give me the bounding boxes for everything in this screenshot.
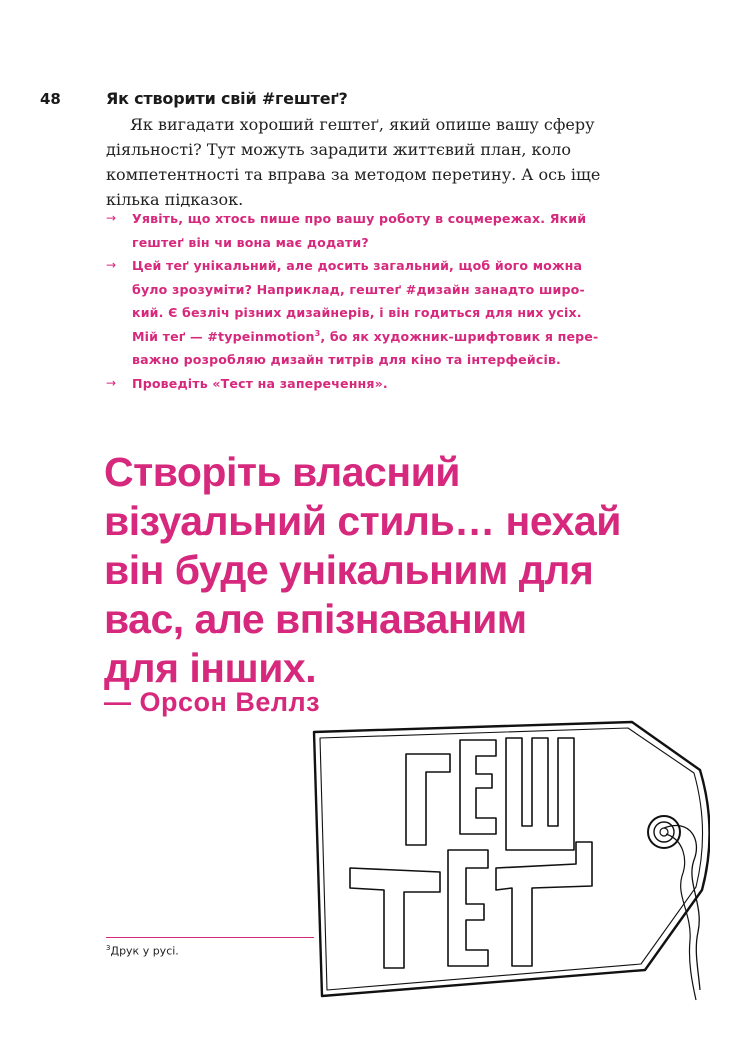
pull-quote [104,448,634,693]
page-number: 48 [40,90,61,108]
intro-paragraph [106,112,626,212]
tip-item [106,254,626,372]
tip-punctuation: , [320,328,326,344]
footnote-text: Друк у русі. [110,944,179,958]
tip-item [106,372,626,396]
tip-line: Мій теґ — #typeinmotion [132,328,315,344]
tip-item [106,207,626,254]
quote-line: для інших. [104,645,317,691]
quote-line: візуальний стиль… нехай [104,498,621,544]
footnote [106,944,179,958]
hashtag-luggage-tag-illustration [300,700,710,1045]
tip-line: Проведіть «Тест на заперечення». [132,375,388,391]
footnote-mark: 3 [106,944,111,952]
arrow-right-icon: → [106,258,117,272]
intro-text: Як вигадати хороший гештеґ, який опише вашу сферу діяльності? Тут можуть зарадити життєвий план, коло компетентності та вправа за методом перетину. А ось іще кілька підказок. [106,115,601,209]
footnote-reference: 3 [314,328,321,338]
tip-line: Уявіть, що хтось пише про вашу роботу в соцмережах. Який [132,211,587,226]
quote-line: Створіть власний [104,449,460,495]
quote-line: він буде унікальним для [104,547,594,593]
tips-list [106,207,626,395]
quote-author: — Орсон Веллз [104,687,321,717]
tip-line: Цей теґ унікальний, але досить загальний, щоб його можна [132,258,583,273]
tip-line: кий. Є безліч різних дизайнерів, і він годиться для них усіх. [132,305,582,320]
section-heading: Як створити свій #гештеґ? [106,89,348,108]
arrow-right-icon: → [106,375,117,390]
tip-line: важно розробляю дизайн титрів для кіно та інтерфейсів. [132,352,561,367]
tip-line: гештеґ він чи вона має додати? [132,234,369,250]
tip-line: було зрозуміти? Наприклад, гештеґ #дизайн занадто широ- [132,281,585,297]
arrow-right-icon: → [106,211,117,225]
tip-line: бо як художник-шрифтовик я пере- [329,328,599,344]
footnote-divider [106,937,314,938]
quote-line: вас, але впізнаваним [104,596,527,642]
